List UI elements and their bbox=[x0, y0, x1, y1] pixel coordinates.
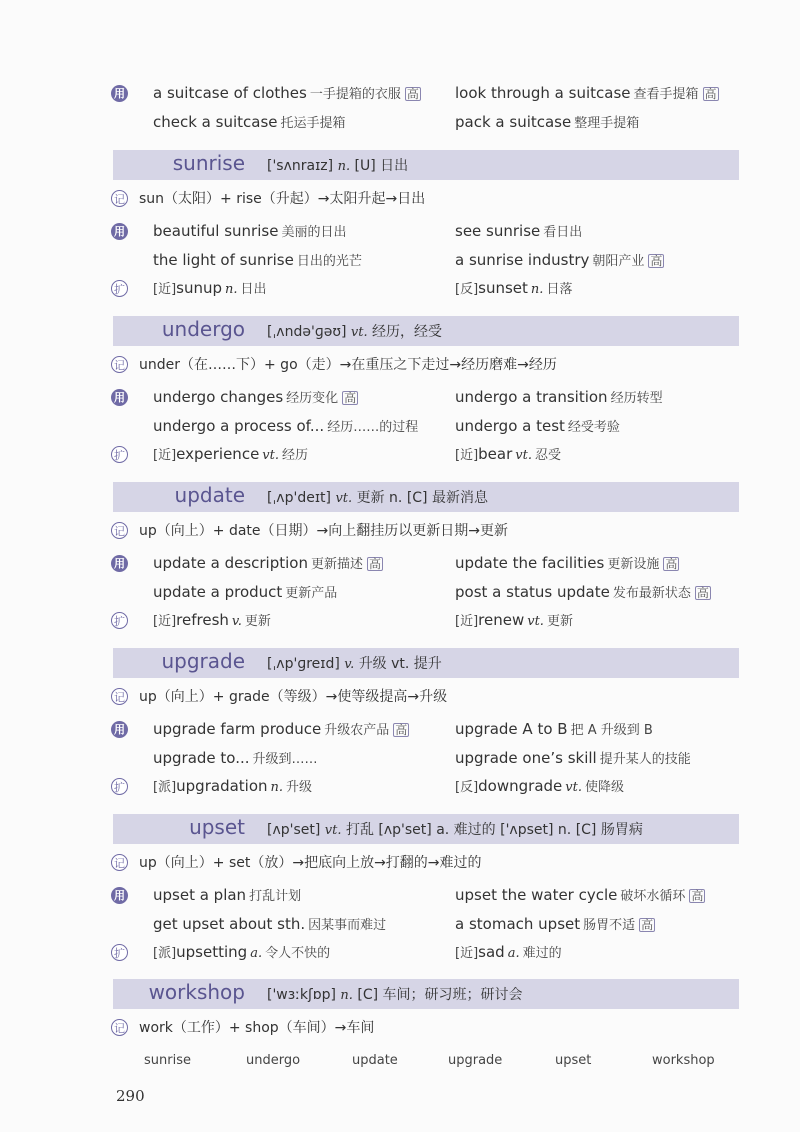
phonetic: [ˌʌp'ɡreɪd] bbox=[267, 656, 340, 672]
phrase-english: get upset about sth. bbox=[153, 915, 306, 933]
phrase-chinese: 整理手提箱 bbox=[574, 116, 640, 131]
definition bbox=[267, 321, 442, 341]
bottom-word: upset bbox=[555, 1053, 592, 1068]
frequency-badge: 高 bbox=[344, 391, 357, 405]
usage-phrase bbox=[455, 553, 679, 572]
phrase-chinese: 美丽的日出 bbox=[281, 225, 347, 240]
usage-phrase bbox=[153, 221, 346, 240]
definition bbox=[267, 155, 408, 175]
phrase-english: post a status update bbox=[455, 583, 610, 601]
memo-icon: 记 bbox=[111, 190, 128, 207]
part-of-speech: n. bbox=[337, 159, 351, 174]
phrase-chinese: 朝阳产业 bbox=[592, 254, 645, 269]
memory-tip: work（工作）+ shop（车间）→车间 bbox=[139, 1020, 375, 1036]
frequency-badge: 高 bbox=[696, 586, 709, 600]
phrase-chinese: 一手提箱的衣服 bbox=[309, 87, 401, 102]
headword: undergo bbox=[161, 317, 245, 341]
frequency-badge: 高 bbox=[704, 87, 717, 101]
related-chinese: 忍受 bbox=[534, 448, 561, 463]
phrase-english: undergo a process of... bbox=[153, 417, 325, 435]
phrase-english: upset the water cycle bbox=[455, 886, 618, 904]
bottom-word: upgrade bbox=[448, 1053, 503, 1068]
related-pos: a. bbox=[250, 946, 263, 961]
phrase-english: undergo a test bbox=[455, 417, 565, 435]
headword-banner bbox=[113, 316, 739, 346]
usage-phrase bbox=[455, 83, 719, 102]
phrase-english: upgrade one’s skill bbox=[455, 749, 597, 767]
frequency-badge: 高 bbox=[406, 87, 419, 101]
relation-label: [近] bbox=[455, 448, 479, 463]
related-pos: a. bbox=[507, 946, 520, 961]
definition-text: 打乱 [ʌp'set] a. 难过的 ['ʌpset] n. [C] 肠胃病 bbox=[345, 822, 643, 838]
usage-phrase bbox=[153, 416, 418, 435]
relation-label: [近] bbox=[153, 614, 177, 629]
phrase-chinese: 把 A 升级到 B bbox=[570, 723, 653, 738]
related-english: sunset bbox=[478, 279, 528, 297]
phrase-chinese: 发布最新状态 bbox=[612, 586, 691, 601]
memory-tip: up（向上）+ date（日期）→向上翻挂历以更新日期→更新 bbox=[139, 523, 508, 539]
definition bbox=[267, 819, 643, 839]
headword: workshop bbox=[148, 980, 245, 1004]
definition-text: 经历，经受 bbox=[372, 324, 443, 340]
related-word bbox=[153, 610, 271, 629]
memory-tip: up（向上）+ set（放）→把底向上放→打翻的→难过的 bbox=[139, 855, 482, 871]
related-pos: n. bbox=[270, 780, 284, 795]
headword: sunrise bbox=[172, 151, 245, 175]
usage-phrase bbox=[455, 221, 582, 240]
memo-icon: 记 bbox=[111, 854, 128, 871]
related-word bbox=[455, 444, 561, 463]
frequency-badge: 高 bbox=[369, 557, 382, 571]
usage-phrase bbox=[455, 416, 620, 435]
usage-phrase bbox=[153, 387, 358, 406]
phrase-english: a stomach upset bbox=[455, 915, 581, 933]
related-word bbox=[153, 278, 267, 297]
phrase-english: undergo changes bbox=[153, 388, 284, 406]
memory-tip: sun（太阳）+ rise（升起）→太阳升起→日出 bbox=[139, 191, 426, 207]
usage-phrase bbox=[455, 112, 639, 131]
relation-label: [反] bbox=[455, 282, 479, 297]
related-pos: vt. bbox=[515, 448, 532, 463]
phrase-chinese: 日出的光芒 bbox=[296, 254, 362, 269]
part-of-speech: v. bbox=[344, 657, 355, 672]
definition bbox=[267, 487, 488, 507]
phrase-english: update a product bbox=[153, 583, 283, 601]
part-of-speech: vt. bbox=[324, 823, 342, 838]
usage-phrase bbox=[153, 914, 386, 933]
phonetic: [ˌʌp'deɪt] bbox=[267, 490, 331, 506]
memory-tip: under（在……下）+ go（走）→在重压之下走过→经历磨难→经历 bbox=[139, 357, 557, 373]
page-number: 290 bbox=[116, 1087, 145, 1105]
related-word bbox=[455, 278, 572, 297]
related-english: bear bbox=[478, 445, 513, 463]
relation-label: [近] bbox=[455, 946, 479, 961]
use-icon: 用 bbox=[111, 85, 128, 102]
memo-icon: 记 bbox=[111, 688, 128, 705]
use-icon: 用 bbox=[111, 887, 128, 904]
phonetic: ['sʌnraɪz] bbox=[267, 158, 334, 174]
phonetic: [ˌʌndə'ɡəʊ] bbox=[267, 324, 347, 340]
use-icon: 用 bbox=[111, 223, 128, 240]
phrase-chinese: 经历……的过程 bbox=[327, 420, 419, 435]
phrase-chinese: 更新设施 bbox=[607, 557, 660, 572]
phrase-english: undergo a transition bbox=[455, 388, 608, 406]
related-word bbox=[153, 776, 312, 795]
usage-phrase bbox=[455, 387, 663, 406]
phrase-chinese: 升级农产品 bbox=[324, 723, 390, 738]
bottom-word: workshop bbox=[652, 1053, 715, 1068]
part-of-speech: vt. bbox=[350, 325, 368, 340]
headword-banner bbox=[113, 482, 739, 512]
definition-text: 升级 vt. 提升 bbox=[358, 656, 442, 672]
ext-icon: 扩 bbox=[111, 280, 128, 297]
definition-text: 更新 n. [C] 最新消息 bbox=[356, 490, 488, 506]
related-pos: vt. bbox=[565, 780, 582, 795]
headword: upset bbox=[189, 815, 245, 839]
phrase-chinese: 经历变化 bbox=[286, 391, 339, 406]
phrase-chinese: 经历转型 bbox=[610, 391, 663, 406]
phrase-english: look through a suitcase bbox=[455, 84, 631, 102]
phrase-english: update a description bbox=[153, 554, 308, 572]
definition bbox=[267, 984, 523, 1004]
phonetic: [ʌp'set] bbox=[267, 822, 321, 838]
phrase-english: check a suitcase bbox=[153, 113, 278, 131]
related-word bbox=[153, 942, 330, 961]
ext-icon: 扩 bbox=[111, 778, 128, 795]
headword: upgrade bbox=[161, 649, 245, 673]
ext-icon: 扩 bbox=[111, 446, 128, 463]
phrase-english: see sunrise bbox=[455, 222, 541, 240]
related-chinese: 令人不快的 bbox=[265, 946, 331, 961]
phrase-chinese: 看日出 bbox=[543, 225, 583, 240]
relation-label: [近] bbox=[153, 282, 177, 297]
phrase-english: update the facilities bbox=[455, 554, 605, 572]
frequency-badge: 高 bbox=[665, 557, 678, 571]
related-word bbox=[455, 776, 624, 795]
usage-phrase bbox=[153, 885, 301, 904]
related-english: experience bbox=[176, 445, 260, 463]
related-chinese: 日出 bbox=[240, 282, 267, 297]
phrase-chinese: 托运手提箱 bbox=[280, 116, 346, 131]
use-icon: 用 bbox=[111, 721, 128, 738]
frequency-badge: 高 bbox=[650, 254, 663, 268]
related-english: sad bbox=[478, 943, 505, 961]
ext-icon: 扩 bbox=[111, 944, 128, 961]
related-english: upgradation bbox=[176, 777, 268, 795]
related-pos: vt. bbox=[262, 448, 279, 463]
phonetic: ['wɜːkʃɒp] bbox=[267, 987, 336, 1003]
related-pos: n. bbox=[225, 282, 238, 297]
phrase-chinese: 提升某人的技能 bbox=[599, 752, 691, 767]
frequency-badge: 高 bbox=[641, 918, 654, 932]
memory-tip: up（向上）+ grade（等级）→使等级提高→升级 bbox=[139, 689, 448, 705]
related-chinese: 难过的 bbox=[522, 946, 562, 961]
phrase-chinese: 经受考验 bbox=[567, 420, 620, 435]
phrase-english: a sunrise industry bbox=[455, 251, 590, 269]
memo-icon: 记 bbox=[111, 1019, 128, 1036]
related-pos: v. bbox=[231, 614, 242, 629]
frequency-badge: 高 bbox=[691, 889, 704, 903]
related-word bbox=[153, 444, 308, 463]
phrase-english: upgrade A to B bbox=[455, 720, 568, 738]
headword-banner bbox=[113, 150, 739, 180]
phrase-chinese: 肠胃不适 bbox=[583, 918, 636, 933]
definition-text: [U] 日出 bbox=[354, 158, 409, 174]
definition-text: [C] 车间；研习班；研讨会 bbox=[357, 987, 523, 1003]
headword-banner bbox=[113, 648, 739, 678]
usage-phrase bbox=[455, 582, 711, 601]
phrase-english: upgrade farm produce bbox=[153, 720, 322, 738]
phrase-english: pack a suitcase bbox=[455, 113, 572, 131]
usage-phrase bbox=[153, 748, 318, 767]
related-chinese: 升级 bbox=[286, 780, 313, 795]
related-english: downgrade bbox=[478, 777, 563, 795]
definition bbox=[267, 653, 442, 673]
part-of-speech: n. bbox=[340, 988, 353, 1003]
usage-phrase bbox=[455, 719, 653, 738]
related-english: upsetting bbox=[176, 943, 248, 961]
related-chinese: 更新 bbox=[546, 614, 573, 629]
frequency-badge: 高 bbox=[395, 723, 408, 737]
phrase-chinese: 更新描述 bbox=[310, 557, 363, 572]
memo-icon: 记 bbox=[111, 522, 128, 539]
bottom-word: update bbox=[352, 1053, 398, 1068]
usage-phrase bbox=[153, 250, 362, 269]
headword-banner bbox=[113, 979, 739, 1009]
relation-label: [派] bbox=[153, 946, 177, 961]
memo-icon: 记 bbox=[111, 356, 128, 373]
phrase-english: beautiful sunrise bbox=[153, 222, 279, 240]
phrase-english: a suitcase of clothes bbox=[153, 84, 307, 102]
phrase-english: the light of sunrise bbox=[153, 251, 294, 269]
related-pos: vt. bbox=[527, 614, 544, 629]
usage-phrase bbox=[153, 553, 383, 572]
bottom-word: undergo bbox=[246, 1053, 301, 1068]
phrase-chinese: 更新产品 bbox=[285, 586, 338, 601]
phrase-english: upgrade to... bbox=[153, 749, 250, 767]
headword-banner bbox=[113, 814, 739, 844]
related-chinese: 更新 bbox=[244, 614, 271, 629]
relation-label: [近] bbox=[455, 614, 479, 629]
use-icon: 用 bbox=[111, 555, 128, 572]
phrase-chinese: 破坏水循环 bbox=[620, 889, 686, 904]
use-icon: 用 bbox=[111, 389, 128, 406]
related-word bbox=[455, 610, 573, 629]
usage-phrase bbox=[455, 914, 655, 933]
related-pos: n. bbox=[530, 282, 544, 297]
phrase-chinese: 因某事而难过 bbox=[308, 918, 387, 933]
relation-label: [派] bbox=[153, 780, 177, 795]
related-chinese: 使降级 bbox=[584, 780, 624, 795]
related-chinese: 经历 bbox=[282, 448, 309, 463]
usage-phrase bbox=[153, 83, 421, 102]
related-word bbox=[455, 942, 562, 961]
relation-label: [反] bbox=[455, 780, 479, 795]
related-chinese: 日落 bbox=[546, 282, 573, 297]
related-english: renew bbox=[478, 611, 525, 629]
relation-label: [近] bbox=[153, 448, 177, 463]
related-english: sunup bbox=[176, 279, 223, 297]
usage-phrase bbox=[455, 250, 664, 269]
headword: update bbox=[174, 483, 245, 507]
phrase-chinese: 升级到…… bbox=[252, 752, 318, 767]
related-english: refresh bbox=[176, 611, 229, 629]
bottom-word: sunrise bbox=[144, 1053, 191, 1068]
phrase-chinese: 打乱计划 bbox=[249, 889, 302, 904]
usage-phrase bbox=[153, 719, 409, 738]
usage-phrase bbox=[455, 748, 691, 767]
phrase-english: upset a plan bbox=[153, 886, 247, 904]
usage-phrase bbox=[153, 112, 346, 131]
usage-phrase bbox=[153, 582, 337, 601]
usage-phrase bbox=[455, 885, 705, 904]
ext-icon: 扩 bbox=[111, 612, 128, 629]
phrase-chinese: 查看手提箱 bbox=[633, 87, 699, 102]
part-of-speech: vt. bbox=[335, 491, 353, 506]
